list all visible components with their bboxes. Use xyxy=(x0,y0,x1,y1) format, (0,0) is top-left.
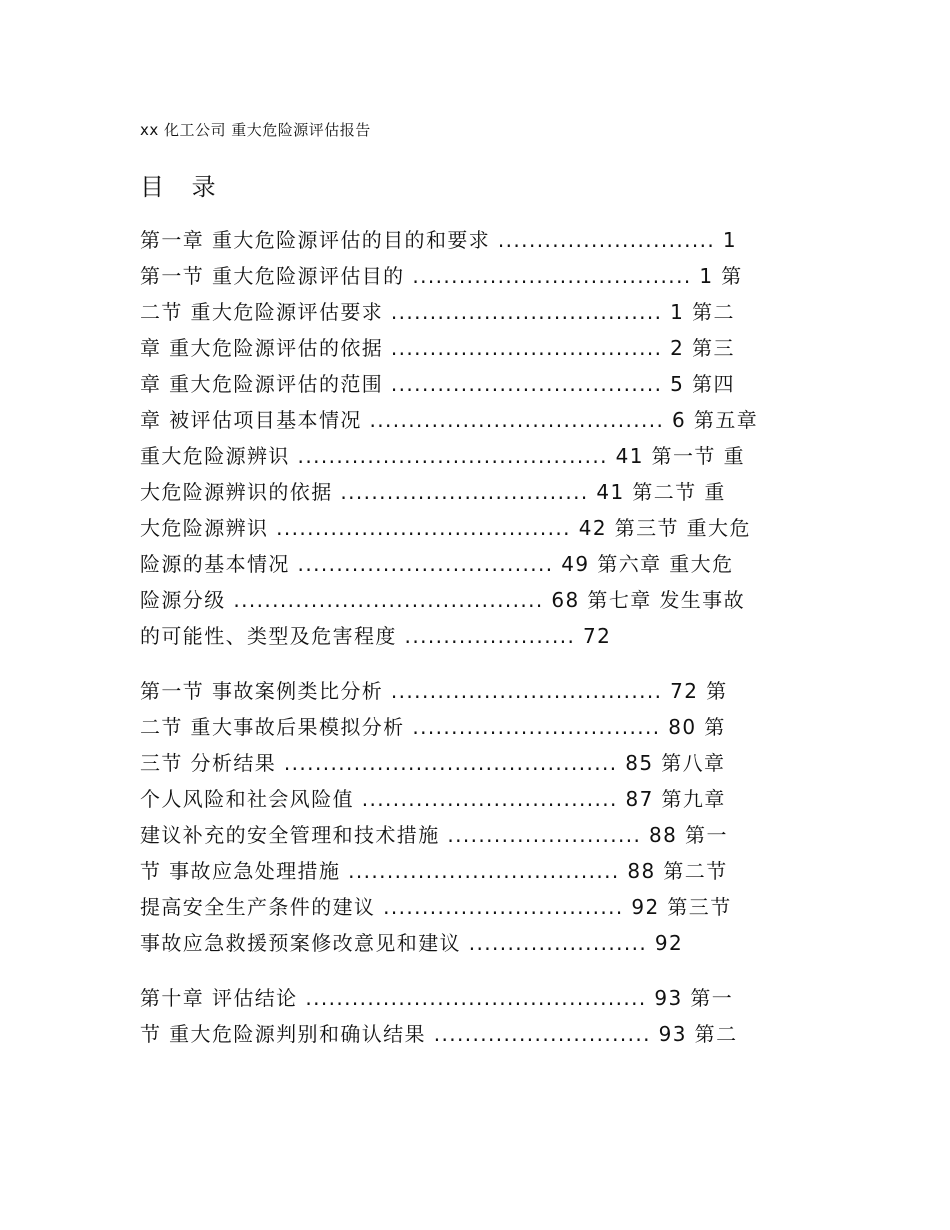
toc-paragraph-1 xyxy=(140,222,758,654)
toc-line: 险源的基本情况 ................................. 49 第六章 重大危 xyxy=(140,552,734,576)
toc-title: 目 录 xyxy=(140,173,226,201)
toc-line: 节 事故应急处理措施 ................................... 88 第二节 xyxy=(140,859,728,883)
toc-line: 第一节 事故案例类比分析 ................................... 72 第 xyxy=(140,679,728,703)
toc-line: 大危险源辨识 ...................................... 42 第三节 重大危 xyxy=(140,516,751,540)
toc-line: 建议补充的安全管理和技术措施 ......................... 88 第一 xyxy=(140,823,728,847)
toc-line: 二节 重大事故后果模拟分析 ................................ 80 第 xyxy=(140,715,726,739)
toc-line: 重大危险源辨识 ........................................ 41 第一节 重 xyxy=(140,444,745,468)
toc-line: 章 被评估项目基本情况 ...................................... 6 第五章 xyxy=(140,408,759,432)
toc-line: 三节 分析结果 ........................................... 85 第八章 xyxy=(140,751,726,775)
toc-line: 二节 重大危险源评估要求 ................................... 1 第二 xyxy=(140,300,735,324)
toc-line: 第一章 重大危险源评估的目的和要求 ............................ 1 xyxy=(140,228,738,252)
toc-line: 险源分级 ........................................ 68 第七章 发生事故 xyxy=(140,588,745,612)
toc-line: 节 重大危险源判别和确认结果 ............................ 93 第二 xyxy=(140,1022,738,1046)
toc-paragraph-3 xyxy=(140,980,738,1052)
toc-line: 第一节 重大危险源评估目的 .................................... 1 第 xyxy=(140,264,743,288)
toc-line: 事故应急救援预案修改意见和建议 ....................... 92 xyxy=(140,931,684,955)
document-header: xx 化工公司 重大危险源评估报告 xyxy=(140,121,371,139)
toc-line: 大危险源辨识的依据 ................................ 41 第二节 重 xyxy=(140,480,726,504)
toc-line: 的可能性、类型及危害程度 ...................... 72 xyxy=(140,624,612,648)
toc-line: 个人风险和社会风险值 ................................. 87 第九章 xyxy=(140,787,726,811)
toc-line: 第十章 评估结论 ............................................ 93 第一 xyxy=(140,986,734,1010)
toc-paragraph-2 xyxy=(140,673,732,961)
toc-line: 提高安全生产条件的建议 ............................... 92 第三节 xyxy=(140,895,732,919)
toc-line: 章 重大危险源评估的依据 ................................... 2 第三 xyxy=(140,336,735,360)
toc-line: 章 重大危险源评估的范围 ................................... 5 第四 xyxy=(140,372,735,396)
